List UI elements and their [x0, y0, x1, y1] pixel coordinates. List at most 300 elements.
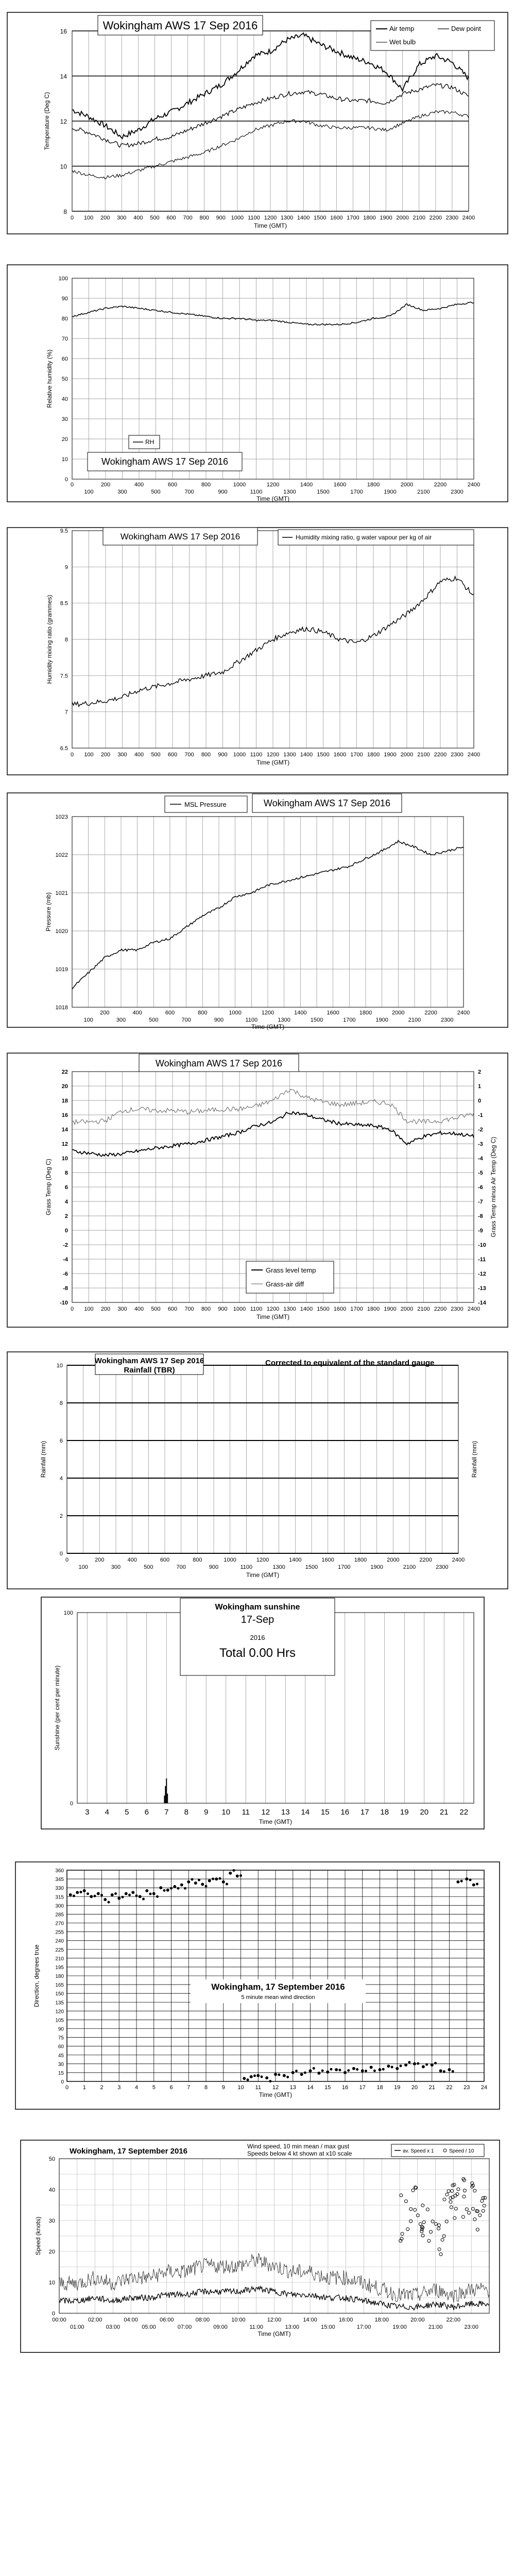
x-tick-label: 6 [169, 2084, 173, 2091]
x-tick-label: 1200 [261, 1010, 274, 1016]
y-tick-label: 285 [55, 1912, 64, 1918]
x-tick-label: 600 [167, 1306, 178, 1312]
x-tick-label: 16 [341, 2084, 349, 2091]
humidity-panel [0, 263, 515, 505]
speed-div10-point [406, 2228, 409, 2231]
x-tick-label: 15:00 [321, 2324, 335, 2330]
x-tick-label: 500 [149, 1017, 159, 1023]
x-tick-label: 1400 [289, 1557, 302, 1563]
y-tick-label: 270 [55, 1921, 64, 1927]
y-tick-label: 90 [58, 2026, 64, 2032]
x-tick-label: 1000 [233, 752, 246, 758]
x-axis-label: Time (GMT) [259, 1818, 293, 1825]
x-tick-label: 6 [144, 1808, 149, 1817]
y-tick-label: 70 [61, 336, 68, 342]
x-tick-label: 2400 [462, 215, 475, 221]
x-tick-label: 3 [117, 2084, 121, 2091]
wind-direction-point [243, 2077, 246, 2080]
chart-title: Wokingham AWS 17 Sep 2016 [94, 1357, 204, 1365]
x-tick-label: 1900 [384, 489, 397, 495]
y-tick-label: 7 [64, 709, 68, 716]
x-tick-label: 2200 [419, 1557, 432, 1563]
x-tick-label: 1400 [294, 1010, 307, 1016]
x-tick-label: 1600 [321, 1557, 334, 1563]
x-tick-label: 1100 [240, 1564, 253, 1570]
x-tick-label: 10 [237, 2084, 244, 2091]
x-tick-label: 7 [187, 2084, 191, 2091]
x-tick-label: 2300 [451, 1306, 464, 1312]
speed-div10-point [473, 2218, 476, 2221]
sunshine-panel-svg [0, 1592, 515, 1834]
x-tick-label: 19 [400, 1808, 409, 1817]
x-tick-label: 2100 [417, 1306, 430, 1312]
chart-title: Wokingham AWS 17 Sep 2016 [120, 532, 241, 541]
y-tick-label: 20 [61, 436, 68, 443]
x-tick-label: 16 [340, 1808, 350, 1817]
wind-direction-point [173, 1885, 176, 1888]
wind-direction-point [330, 2068, 333, 2071]
chart-note: Speeds below 4 kt shown at x10 scale [247, 2150, 352, 2157]
y-tick-label: -6 [63, 1271, 68, 1277]
x-tick-label: 17 [359, 2084, 366, 2091]
x-tick-label: 400 [134, 1306, 144, 1312]
speed-div10-point [422, 2221, 425, 2224]
chart-subtitle: Rainfall (TBR) [124, 1366, 175, 1375]
y-tick-label: 6.5 [60, 745, 68, 752]
x-tick-label: 700 [184, 752, 194, 758]
y2-tick-label: 1 [478, 1083, 482, 1090]
x-tick-label: 1200 [266, 482, 280, 488]
x-tick-label: 14 [307, 2084, 314, 2091]
y-tick-label: 10 [61, 1156, 68, 1162]
x-tick-label: 23 [464, 2084, 470, 2091]
y-tick-label: 30 [58, 2061, 64, 2067]
x-tick-label: 1800 [367, 482, 380, 488]
wind-direction-point [404, 2063, 407, 2066]
speed-div10-point [437, 2224, 440, 2227]
wind-direction-point [191, 1878, 194, 1880]
x-tick-label: 07:00 [177, 2324, 192, 2330]
x-tick-label: 1100 [250, 489, 263, 495]
x-tick-label: 2400 [457, 1010, 470, 1016]
x-tick-label: 900 [218, 1306, 228, 1312]
wind-direction-point [373, 2070, 376, 2072]
wind-direction-point [90, 1895, 93, 1898]
x-axis-label: Time (GMT) [246, 1571, 280, 1579]
speed-div10-point [431, 2220, 434, 2223]
y2-tick-label: -13 [478, 1285, 486, 1292]
x-tick-label: 1800 [367, 1306, 380, 1312]
x-tick-label: 2300 [451, 489, 464, 495]
x-tick-label: 1 [82, 2084, 86, 2091]
y-tick-label: 135 [55, 2000, 64, 2006]
x-tick-label: 2300 [436, 1564, 449, 1570]
y-axis-label: Pressure (mb) [45, 892, 52, 932]
x-tick-label: 1700 [350, 1306, 363, 1312]
x-tick-label: 200 [100, 215, 110, 221]
wind-direction-point [370, 2066, 373, 2069]
x-tick-label: 1300 [272, 1564, 285, 1570]
x-tick-label: 500 [150, 215, 160, 221]
x-tick-label: 300 [117, 489, 127, 495]
x-tick-label: 100 [84, 752, 94, 758]
x-tick-label: 8 [184, 1808, 188, 1817]
y-tick-label: 240 [55, 1938, 64, 1944]
y-tick-label: 22 [61, 1069, 68, 1075]
y-tick-label: 8 [64, 637, 68, 643]
y-axis-label: Grass Temp (Deg C) [45, 1159, 52, 1215]
y2-tick-label: -9 [478, 1228, 483, 1234]
wind-direction-point [434, 2062, 437, 2064]
wind-direction-point [338, 2069, 341, 2071]
x-tick-label: 2300 [451, 752, 464, 758]
wind-direction-point [163, 1889, 166, 1892]
x-tick-label: 500 [144, 1564, 153, 1570]
chart-subtitle: 5 minute mean wind direction [241, 1994, 315, 2001]
y2-tick-label: -14 [478, 1300, 486, 1306]
speed-div10-point [437, 2227, 440, 2230]
x-tick-label: 17:00 [356, 2324, 371, 2330]
x-tick-label: 100 [83, 215, 94, 221]
x-tick-label: 1000 [233, 1306, 246, 1312]
wind-direction-point [400, 2064, 402, 2067]
wind-direction-point [396, 2067, 399, 2070]
x-tick-label: 500 [151, 489, 161, 495]
wind-direction-point [142, 1898, 145, 1901]
wind-direction-point [476, 1883, 478, 1885]
wind-direction-point [87, 1892, 89, 1895]
wind-direction-point [149, 1892, 152, 1895]
x-tick-label: 2200 [434, 482, 447, 488]
x-tick-label: 21 [428, 2084, 435, 2091]
wind-direction-point [408, 2061, 410, 2063]
speed-div10-point [483, 2204, 486, 2207]
chart-title: Wokingham, 17 September 2016 [70, 2147, 187, 2156]
y2-tick-label: -12 [478, 1271, 486, 1277]
x-tick-label: 23:00 [464, 2324, 478, 2330]
speed-div10-point [421, 2234, 424, 2237]
y-tick-label: 345 [55, 1877, 64, 1883]
speed-div10-point [400, 2194, 403, 2197]
x-tick-label: 100 [84, 1306, 94, 1312]
wind-direction-point [352, 2067, 355, 2070]
x-tick-label: 1700 [343, 1017, 356, 1023]
x-tick-label: 1100 [250, 1306, 263, 1312]
y-tick-label: 195 [55, 1964, 64, 1971]
chart-frame [7, 793, 508, 1027]
wind-direction-point [379, 2068, 382, 2071]
y2-tick-label: -11 [478, 1257, 486, 1263]
x-tick-label: 08:00 [195, 2317, 210, 2323]
x-tick-label: 1500 [317, 1306, 330, 1312]
x-tick-label: 1600 [333, 752, 347, 758]
x-tick-label: 1100 [248, 215, 260, 221]
wind-direction-point [219, 1877, 221, 1880]
legend-label: Wet bulb [389, 38, 416, 46]
y-tick-label: 8.5 [60, 600, 68, 607]
x-tick-label: 1300 [283, 489, 296, 495]
x-tick-label: 900 [218, 752, 228, 758]
wind-direction-point [317, 2072, 320, 2075]
x-tick-label: 1400 [300, 482, 313, 488]
wind-direction-point [156, 1895, 159, 1898]
y-tick-label: 10 [56, 1363, 63, 1369]
x-tick-label: 200 [100, 752, 111, 758]
chart-frame [7, 528, 508, 775]
x-tick-label: 400 [132, 1010, 142, 1016]
x-tick-label: 2300 [441, 1017, 454, 1023]
x-tick-label: 3 [85, 1808, 90, 1817]
x-tick-label: 20:00 [410, 2317, 425, 2323]
x-tick-label: 200 [100, 1306, 111, 1312]
y-tick-label: 225 [55, 1947, 64, 1953]
wind-direction-point [452, 2070, 454, 2073]
x-tick-label: 1900 [375, 1017, 388, 1023]
y-tick-label: 50 [61, 376, 68, 382]
y-tick-label: -4 [63, 1257, 68, 1263]
wind-direction-point [417, 2062, 419, 2065]
speed-div10-point [401, 2232, 404, 2235]
y-tick-label: 10 [48, 2280, 55, 2286]
x-tick-label: 0 [70, 1306, 74, 1312]
x-tick-label: 21 [439, 1808, 449, 1817]
y2-tick-label: -3 [478, 1141, 483, 1147]
x-tick-label: 1700 [350, 752, 363, 758]
wind-direction-point [222, 1880, 225, 1884]
y-tick-label: 100 [58, 276, 68, 282]
x-tick-label: 600 [167, 482, 178, 488]
x-tick-label: 15 [324, 2084, 331, 2091]
wind-speed-panel [0, 2138, 515, 2354]
x-tick-label: 300 [117, 752, 127, 758]
x-axis-label: Time (GMT) [256, 495, 290, 502]
x-tick-label: 1900 [370, 1564, 383, 1570]
x-tick-label: 21:00 [428, 2324, 443, 2330]
x-axis-label: Time (GMT) [256, 759, 290, 766]
x-tick-label: 0 [70, 752, 74, 758]
speed-div10-point [462, 2195, 466, 2198]
rainfall-panel-svg [0, 1350, 515, 1592]
x-tick-label: 06:00 [159, 2317, 174, 2323]
speed-div10-point [482, 2209, 485, 2212]
y-tick-label: 2 [59, 1513, 63, 1519]
x-tick-label: 13:00 [285, 2324, 300, 2330]
wind-direction-point [425, 2063, 428, 2066]
x-tick-label: 11 [242, 1808, 250, 1817]
speed-div10-point [438, 2248, 441, 2251]
speed-div10-point [409, 2219, 413, 2223]
wind-direction-point [100, 1894, 103, 1896]
x-tick-label: 1600 [330, 215, 343, 221]
y-tick-label: 60 [61, 356, 68, 362]
x-tick-label: 5 [125, 1808, 129, 1817]
x-tick-label: 1300 [283, 1306, 296, 1312]
x-tick-label: 1800 [367, 752, 380, 758]
x-tick-label: 700 [176, 1564, 186, 1570]
x-tick-label: 800 [201, 1306, 211, 1312]
speed-div10-point [465, 2208, 468, 2211]
x-tick-label: 200 [100, 1010, 110, 1016]
x-tick-label: 10:00 [231, 2317, 246, 2323]
x-tick-label: 300 [117, 1306, 127, 1312]
speed-div10-point [416, 2214, 419, 2217]
x-tick-label: 400 [134, 482, 144, 488]
x-tick-label: 400 [127, 1557, 137, 1563]
x-tick-label: 2000 [400, 1306, 414, 1312]
legend-label: Air temp [389, 25, 415, 32]
x-tick-label: 2400 [452, 1557, 465, 1563]
y-tick-label: 1022 [55, 852, 68, 858]
x-tick-label: 2 [100, 2084, 104, 2091]
wind-direction-point [104, 1898, 107, 1901]
y-tick-label: 165 [55, 1982, 64, 1989]
x-tick-label: 19:00 [392, 2324, 407, 2330]
y-tick-label: 210 [55, 1956, 64, 1962]
wind-direction-point [215, 1877, 218, 1880]
x-tick-label: 600 [167, 752, 178, 758]
y-tick-label: 180 [55, 1974, 64, 1979]
x-tick-label: 1000 [229, 1010, 242, 1016]
x-tick-label: 1900 [384, 752, 397, 758]
x-tick-label: 0 [70, 482, 74, 488]
x-axis-label: Time (GMT) [251, 1023, 285, 1030]
wind-direction-point [73, 1894, 75, 1897]
wind-direction-point [177, 1887, 180, 1890]
y-tick-label: 0 [64, 477, 68, 483]
y-tick-label: 30 [48, 2218, 55, 2224]
speed-div10-point [421, 2204, 424, 2207]
x-tick-label: 14 [301, 1808, 310, 1817]
x-tick-label: 900 [216, 215, 226, 221]
x-tick-label: 03:00 [106, 2324, 121, 2330]
legend-label: RH [145, 438, 154, 446]
wind-direction-point [128, 1894, 131, 1896]
x-tick-label: 600 [165, 1010, 175, 1016]
x-tick-label: 7 [164, 1808, 169, 1817]
x-tick-label: 18:00 [374, 2317, 389, 2323]
wind-direction-point [212, 1877, 214, 1880]
x-tick-label: 18 [380, 1808, 389, 1817]
wind-direction-point [269, 2080, 271, 2082]
wind-direction-point [469, 1878, 472, 1881]
x-tick-label: 1200 [264, 215, 277, 221]
x-tick-label: 600 [166, 215, 176, 221]
x-tick-label: 2000 [387, 1557, 400, 1563]
wind-direction-point [170, 1887, 173, 1890]
speed-div10-point [445, 2193, 449, 2196]
legend-label: MSL Pressure [184, 801, 227, 808]
speed-div10-point [476, 2228, 479, 2231]
speed-div10-point [451, 2190, 454, 2193]
wind-direction-point [356, 2068, 358, 2071]
y-tick-label: 15 [58, 2070, 64, 2076]
y-tick-label: 0 [61, 2079, 64, 2085]
y-tick-label: 4 [64, 1199, 68, 1205]
wind-direction-point [194, 1882, 197, 1885]
x-tick-label: 05:00 [142, 2324, 156, 2330]
x-tick-label: 1800 [363, 215, 376, 221]
y-tick-label: 30 [61, 416, 68, 422]
y-tick-label: 18 [61, 1098, 68, 1104]
x-axis-label: Time (GMT) [253, 222, 287, 229]
wind-direction-point [80, 1891, 82, 1893]
x-tick-label: 2000 [400, 752, 414, 758]
wind-direction-point [448, 2068, 451, 2071]
legend-label: av. Speed x 1 [403, 2148, 434, 2154]
y2-tick-label: 2 [478, 1069, 482, 1075]
x-tick-label: 2100 [403, 1564, 416, 1570]
wind-direction-point [229, 1872, 232, 1875]
speed-div10-point [414, 2208, 417, 2211]
wind-direction-point [253, 2074, 256, 2077]
wind-direction-point [431, 2063, 434, 2066]
x-tick-label: 2400 [467, 1306, 480, 1312]
wind-direction-point [184, 1887, 186, 1890]
x-tick-label: 02:00 [88, 2317, 102, 2323]
x-tick-label: 0 [65, 1557, 69, 1563]
wind-direction-point [313, 2067, 315, 2070]
legend-label: Humidity mixing ratio, g water vapour per kg of air [296, 534, 432, 541]
x-tick-label: 04:00 [124, 2317, 138, 2323]
x-tick-label: 2100 [417, 489, 430, 495]
x-tick-label: 1300 [278, 1017, 290, 1023]
speed-div10-point [404, 2200, 407, 2203]
x-tick-label: 16:00 [338, 2317, 353, 2323]
x-tick-label: 19 [394, 2084, 401, 2091]
chart-subtitle: Wind speed, 10 min mean / max gust [247, 2143, 350, 2150]
wind-direction-point [198, 1879, 200, 1882]
speed-div10-point [443, 2198, 446, 2201]
wind-direction-point [239, 1874, 242, 1877]
legend-label: Speed / 10 [449, 2148, 474, 2154]
wind-direction-point [114, 1892, 117, 1895]
y-tick-label: 8 [64, 1170, 68, 1176]
x-tick-label: 700 [184, 1306, 194, 1312]
x-tick-label: 1400 [297, 215, 310, 221]
x-tick-label: 18 [376, 2084, 383, 2091]
wind-direction-point [382, 2068, 385, 2071]
wind-direction-point [265, 2076, 268, 2079]
y-tick-label: 1020 [55, 928, 68, 935]
y-tick-label: -10 [60, 1300, 68, 1306]
y-tick-label: 10 [61, 456, 68, 463]
x-tick-label: 1700 [350, 489, 363, 495]
wind-direction-point [344, 2071, 347, 2074]
wind-direction-point [256, 2074, 260, 2077]
x-tick-label: 11 [255, 2084, 261, 2091]
y-tick-label: 300 [55, 1903, 64, 1909]
x-tick-label: 1600 [333, 482, 347, 488]
y-tick-label: 14 [60, 73, 67, 80]
sunshine-bar [167, 1794, 168, 1804]
wind-direction-point [465, 1877, 468, 1880]
y-tick-label: 12 [60, 118, 67, 125]
y2-tick-label: -8 [478, 1213, 483, 1219]
x-tick-label: 13 [281, 1808, 290, 1817]
x-tick-label: 24 [480, 2084, 488, 2091]
y-tick-label: 0 [59, 1551, 63, 1557]
wind-direction-point [460, 1880, 463, 1883]
y-tick-label: 8 [59, 1400, 63, 1406]
y-axis-label: Humidity mixing ratio (grammes) [46, 595, 53, 684]
wind-direction-point [205, 1885, 208, 1888]
wind-direction-point [326, 2071, 329, 2074]
x-tick-label: 700 [181, 1017, 191, 1023]
temperature-panel [0, 10, 515, 237]
y-tick-label: 80 [61, 316, 68, 322]
wind-direction-point [300, 2073, 303, 2076]
x-tick-label: 0 [70, 215, 74, 221]
